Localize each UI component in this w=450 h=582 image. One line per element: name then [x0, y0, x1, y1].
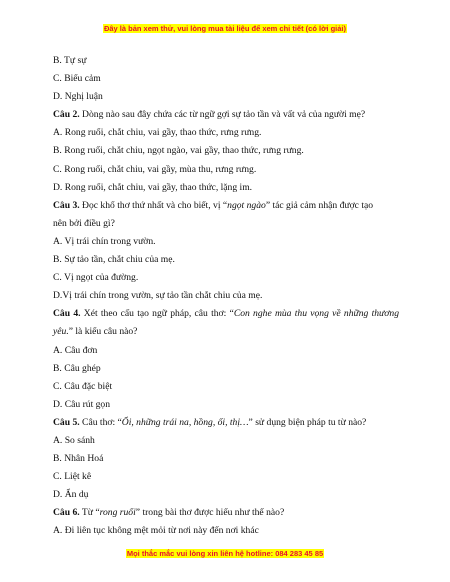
q5-text-1: Câu thơ: “	[79, 416, 122, 428]
q2-option-a: A. Rong ruổi, chắt chiu, vai gầy, thao thức, rưng rưng.	[53, 127, 262, 139]
q1-option-b: B. Tự sự	[53, 55, 87, 66]
q3-option-b: B. Sự tảo tần, chắt chiu của mẹ.	[53, 254, 175, 266]
q5-question	[53, 414, 399, 432]
q5-option-c: C. Liệt kê	[53, 471, 92, 483]
q6-text-2: ” trong bài thơ được hiểu như thế nào?	[135, 507, 285, 519]
q6-question	[53, 504, 399, 522]
preview-notice	[0, 24, 450, 33]
q3-text-2: ” tác giả cảm nhận được tạo	[265, 199, 374, 211]
q4-option-c: C. Câu đặc biệt	[53, 380, 113, 392]
q5-label: Câu 5.	[53, 416, 80, 428]
q4-option-b: B. Câu ghép	[53, 362, 101, 374]
q2-label: Câu 2.	[53, 109, 80, 121]
preview-notice-text: Đây là bản xem thử, vui lòng mua tài liệu để xem chi tiết (có lời giải)	[103, 24, 347, 33]
q5-option-d: D. Ẩn dụ	[53, 489, 89, 501]
q5-option-b: B. Nhân Hoá	[53, 453, 104, 465]
q3-option-c: C. Vị ngọt của đường.	[53, 272, 139, 284]
q4-quote: Con nghe mùa thu vọng về những thương yêu.	[53, 308, 399, 338]
q6-quote: rong ruổi	[99, 507, 136, 519]
q3-text-1: Đọc khổ thơ thứ nhất và cho biết, vị “	[79, 199, 228, 211]
q4-question	[53, 305, 399, 341]
q6-label: Câu 6.	[53, 507, 80, 519]
document-body	[53, 52, 399, 541]
q2-option-c: C. Rong ruổi, chắt chiu, vai gầy, mùa thu, rưng rưng.	[53, 163, 257, 175]
q3-quote: ngọt ngào	[227, 199, 266, 211]
q2-text: Dòng nào sau đây chứa các từ ngữ gợi sự tảo tần và vất vả của người mẹ?	[79, 109, 366, 121]
q4-text-2: ” là kiểu câu nào?	[68, 326, 138, 338]
q4-label: Câu 4.	[53, 308, 81, 320]
q1-option-d: D. Nghị luận	[53, 91, 103, 103]
q3-question	[53, 197, 399, 215]
hotline-notice	[0, 549, 450, 558]
q5-option-a: A. So sánh	[53, 434, 95, 446]
hotline-notice-text: Mọi thắc mắc vui lòng xin liên hệ hotline: 084 283 45 85	[126, 549, 324, 558]
q2-option-b: B. Rong ruổi, chắt chiu, ngọt ngào, vai gầy, thao thức, rưng rưng.	[53, 145, 304, 157]
q6-text-1: Từ “	[79, 507, 100, 519]
q1-option-c: C. Biểu cảm	[53, 73, 101, 85]
q3-question-cont: nên bởi điều gì?	[53, 217, 115, 229]
q2-option-d: D. Rong ruổi, chắt chiu, vai gầy, thao thức, lặng im.	[53, 181, 253, 193]
q6-option-a: A. Đi liên tục không mệt mỏi từ nơi này đến nơi khác	[53, 525, 259, 537]
q4-text-1: Xét theo cấu tạo ngữ pháp, câu thơ: “	[80, 308, 234, 320]
q5-quote: Ổi, những trái na, hồng, ổi, thị…	[121, 416, 249, 428]
q3-option-a: A. Vị trái chín trong vườn.	[53, 235, 156, 247]
q4-option-a: A. Câu đơn	[53, 344, 98, 356]
q3-label: Câu 3.	[53, 199, 80, 211]
q3-option-d: D.Vị trái chín trong vườn, sự tảo tần chắt chiu của mẹ.	[53, 290, 263, 302]
q2-question	[53, 106, 399, 124]
q5-text-2: ” sử dụng biện pháp tu từ nào?	[248, 416, 367, 428]
q4-option-d: D. Câu rút gọn	[53, 398, 111, 410]
